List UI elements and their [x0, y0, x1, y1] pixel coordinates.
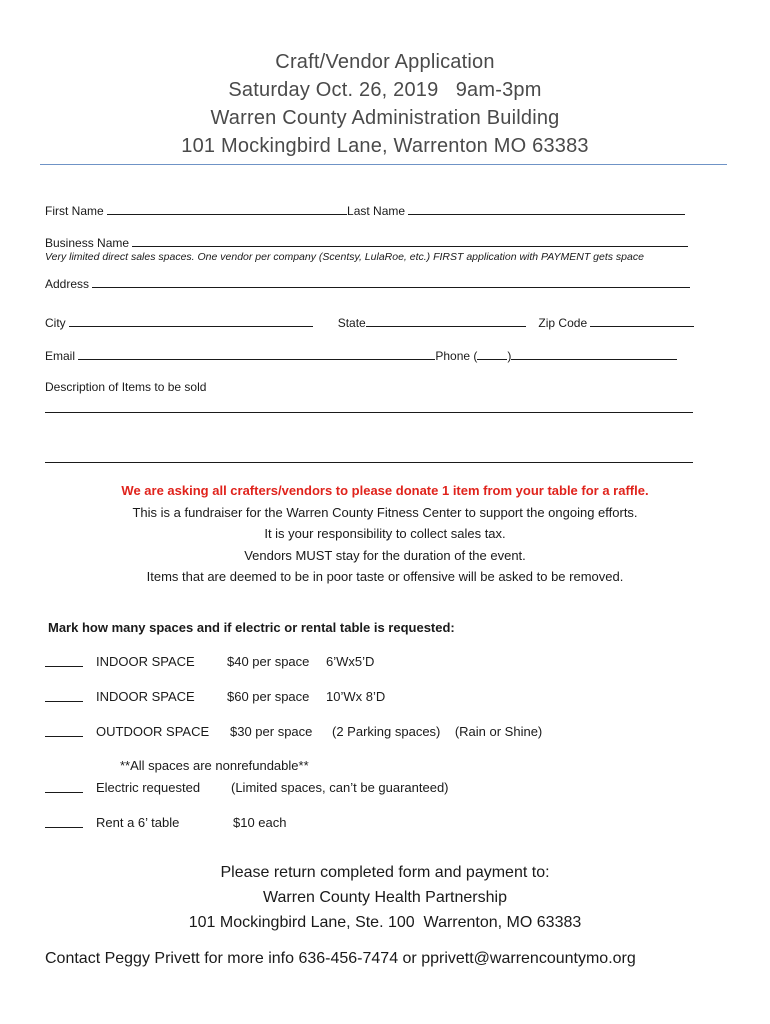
- space-name: INDOOR SPACE: [96, 689, 195, 704]
- phone-number-field[interactable]: [511, 347, 677, 360]
- title-divider: [40, 164, 727, 165]
- zip-field[interactable]: [590, 314, 694, 327]
- space-quantity-field[interactable]: [45, 654, 83, 667]
- contact-info: Contact Peggy Privett for more info 636-456-7474 or pprivett@warrencountymo.org: [45, 950, 636, 967]
- description-line-1[interactable]: [45, 412, 693, 413]
- space-quantity-field[interactable]: [45, 689, 83, 702]
- table-price: $10 each: [233, 815, 287, 830]
- phone-label: Phone: [435, 349, 471, 363]
- form-title: Craft/Vendor Application: [275, 51, 495, 73]
- table-label: Rent a 6’ table: [96, 815, 180, 830]
- electric-label: Electric requested: [96, 780, 201, 795]
- address-row: [45, 275, 690, 291]
- space-option: [45, 724, 83, 740]
- table-quantity-field[interactable]: [45, 815, 83, 828]
- table-option: [45, 815, 83, 831]
- email-field[interactable]: [78, 347, 435, 360]
- sales-space-note: Very limited direct sales spaces. One vendor per company (Scentsy, LulaRoe, etc.) FIRST application with PAYMENT gets space: [45, 251, 644, 263]
- description-label: Description of Items to be sold: [45, 380, 207, 394]
- city-field[interactable]: [69, 314, 313, 327]
- last-name-label: Last Name: [347, 204, 406, 218]
- business-name-label: Business Name: [45, 236, 130, 250]
- state-label: State: [337, 316, 366, 330]
- phone-area-close: ): [507, 349, 512, 363]
- email-phone-row: [45, 347, 677, 363]
- space-option: [45, 689, 83, 705]
- business-row: [45, 234, 688, 250]
- raffle-notice: We are asking all crafters/vendors to please donate 1 item from your table for a raffle.: [121, 483, 649, 498]
- electric-option: [45, 780, 83, 796]
- zip-label: Zip Code: [538, 316, 588, 330]
- address-field[interactable]: [92, 275, 690, 288]
- phone-area-open: (: [473, 349, 478, 363]
- event-date-time: Saturday Oct. 26, 2019 9am-3pm: [228, 79, 542, 101]
- stay-notice: Vendors MUST stay for the duration of the event.: [244, 547, 526, 563]
- space-size: (2 Parking spaces) (Rain or Shine): [332, 724, 543, 739]
- space-price: $60 per space: [227, 689, 310, 704]
- state-field[interactable]: [366, 314, 526, 327]
- last-name-field[interactable]: [408, 202, 685, 215]
- space-name: OUTDOOR SPACE: [96, 724, 210, 739]
- address-label: Address: [45, 277, 90, 291]
- space-size: 6’Wx5’D: [326, 654, 375, 669]
- event-address: 101 Mockingbird Lane, Warrenton MO 63383: [181, 135, 589, 157]
- space-price: $40 per space: [227, 654, 310, 669]
- phone-area-code-field[interactable]: [477, 347, 507, 360]
- space-name: INDOOR SPACE: [96, 654, 195, 669]
- business-name-field[interactable]: [132, 234, 688, 247]
- space-size: 10’Wx 8’D: [326, 689, 386, 704]
- return-instruction: Please return completed form and payment to:: [220, 864, 550, 881]
- taste-notice: Items that are deemed to be in poor taste or offensive will be asked to be removed.: [146, 569, 624, 584]
- spaces-heading: Mark how many spaces and if electric or rental table is requested:: [48, 620, 455, 635]
- space-price: $30 per space: [230, 724, 313, 739]
- nonrefundable-note: **All spaces are nonrefundable**: [120, 758, 309, 773]
- notices-block: [40, 480, 730, 588]
- name-row: [45, 202, 685, 218]
- sales-tax-notice: It is your responsibility to collect sales tax.: [264, 526, 506, 541]
- return-address-block: [40, 860, 730, 935]
- first-name-field[interactable]: [107, 202, 347, 215]
- fundraiser-notice: This is a fundraiser for the Warren County Fitness Center to support the ongoing efforts.: [132, 504, 638, 520]
- electric-detail: (Limited spaces, can’t be guaranteed): [231, 780, 449, 795]
- title-block: [40, 48, 730, 160]
- city-label: City: [45, 316, 66, 330]
- city-state-zip-row: [45, 314, 694, 330]
- email-label: Email: [45, 349, 76, 363]
- return-address: 101 Mockingbird Lane, Ste. 100 Warrenton, MO 63383: [188, 914, 582, 931]
- space-quantity-field[interactable]: [45, 724, 83, 737]
- space-option: [45, 654, 83, 670]
- electric-quantity-field[interactable]: [45, 780, 83, 793]
- event-venue: Warren County Administration Building: [210, 107, 560, 129]
- description-line-2[interactable]: [45, 462, 693, 463]
- first-name-label: First Name: [45, 204, 104, 218]
- return-organization: Warren County Health Partnership: [263, 889, 507, 906]
